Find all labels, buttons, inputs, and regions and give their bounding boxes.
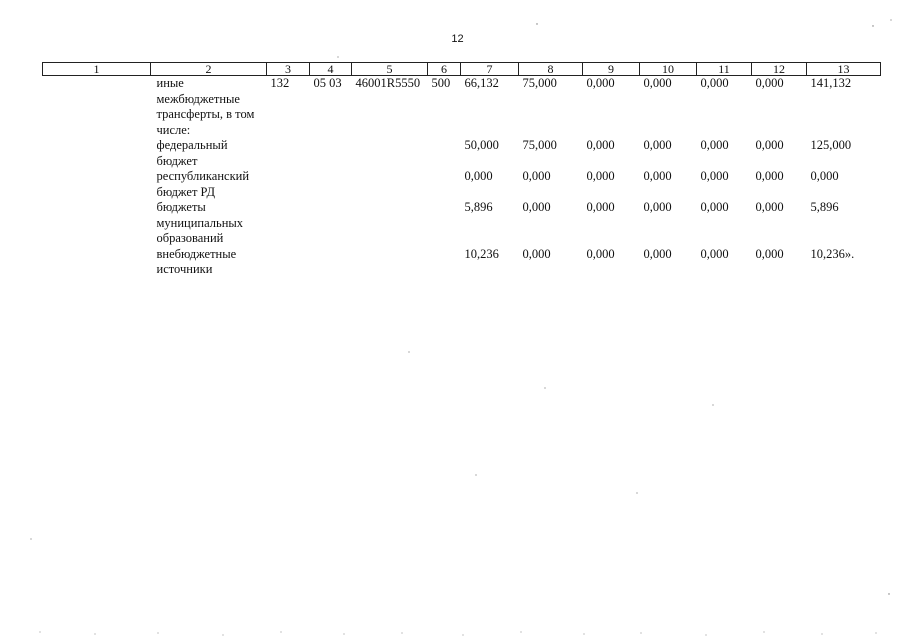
cell-value: 0,000 bbox=[586, 76, 615, 90]
col-header-5: 5 bbox=[352, 63, 428, 76]
col-header-10: 10 bbox=[640, 63, 697, 76]
cell-value: 0,000 bbox=[464, 169, 493, 183]
cell-value: 0,000 bbox=[522, 200, 551, 214]
cell-value: 0,000 bbox=[586, 246, 615, 261]
cell-type: 500 bbox=[431, 76, 451, 90]
col-header-6: 6 bbox=[428, 63, 461, 76]
cell-total: 0,000 bbox=[810, 169, 839, 183]
cell-value: 0,000 bbox=[700, 138, 729, 152]
col-header-4: 4 bbox=[310, 63, 352, 76]
cell-total: 10,236». bbox=[810, 246, 855, 261]
cell-value: 0,000 bbox=[643, 76, 672, 90]
cell-value: 0,000 bbox=[755, 76, 784, 90]
cell-value: 0,000 bbox=[522, 246, 551, 261]
col-header-7: 7 bbox=[461, 63, 519, 76]
cell-total: 125,000 bbox=[810, 138, 852, 152]
cell-total: 141,132 bbox=[810, 76, 852, 90]
cell-name: республиканский бюджет РД bbox=[156, 169, 250, 199]
cell-code: 132 bbox=[270, 76, 290, 90]
cell-value: 0,000 bbox=[700, 246, 729, 261]
cell-value: 0,000 bbox=[755, 138, 784, 152]
cell-value: 0,000 bbox=[700, 76, 729, 90]
cell-value: 10,236 bbox=[464, 246, 499, 261]
col-header-9: 9 bbox=[583, 63, 640, 76]
cell-value: 5,896 bbox=[464, 200, 493, 214]
cell-name: внебюджетные источники bbox=[156, 246, 237, 276]
cell-name: бюджеты муниципальных образований bbox=[156, 200, 244, 245]
cell-name: федеральный бюджет bbox=[156, 138, 228, 168]
col-header-12: 12 bbox=[752, 63, 807, 76]
col-header-8: 8 bbox=[519, 63, 583, 76]
col-header-3: 3 bbox=[267, 63, 310, 76]
col-header-2: 2 bbox=[151, 63, 267, 76]
cell-value: 75,000 bbox=[522, 76, 557, 90]
cell-name: иные межбюджетные трансферты, в том числе: bbox=[156, 76, 255, 137]
cell-value: 0,000 bbox=[755, 169, 784, 183]
cell-section: 05 03 bbox=[313, 76, 342, 90]
cell-value: 0,000 bbox=[643, 246, 672, 261]
cell-value: 0,000 bbox=[643, 200, 672, 214]
cell-total: 5,896 bbox=[810, 200, 839, 214]
col-header-1: 1 bbox=[43, 63, 151, 76]
cell-value: 0,000 bbox=[643, 138, 672, 152]
cell-value: 0,000 bbox=[586, 138, 615, 152]
cell-value: 66,132 bbox=[464, 76, 499, 90]
cell-value: 50,000 bbox=[464, 138, 499, 152]
col-header-11: 11 bbox=[697, 63, 752, 76]
cell-value: 0,000 bbox=[700, 200, 729, 214]
cell-target: 46001R5550 bbox=[355, 76, 421, 90]
cell-value: 0,000 bbox=[755, 246, 784, 261]
cell-value: 0,000 bbox=[586, 200, 615, 214]
cell-value: 0,000 bbox=[643, 169, 672, 183]
cell-value: 0,000 bbox=[700, 169, 729, 183]
cell-value: 0,000 bbox=[755, 200, 784, 214]
col-header-13: 13 bbox=[807, 63, 881, 76]
cell-value: 75,000 bbox=[522, 138, 557, 152]
cell-value: 0,000 bbox=[522, 169, 551, 183]
cell-value: 0,000 bbox=[586, 169, 615, 183]
page-number: 12 bbox=[451, 33, 464, 45]
